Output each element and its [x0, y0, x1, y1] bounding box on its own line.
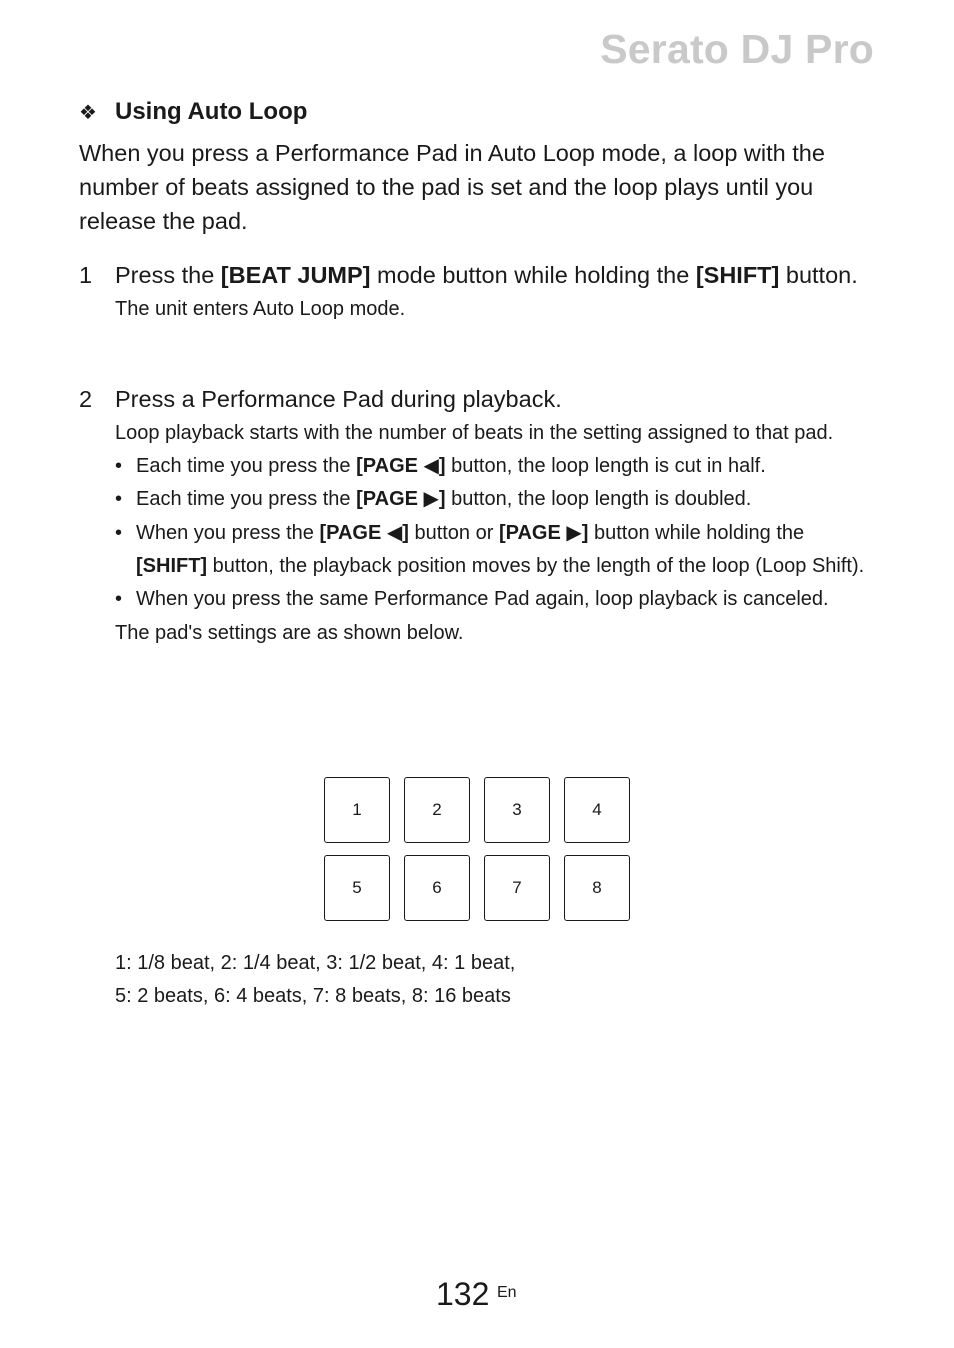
page-language: En	[497, 1284, 517, 1301]
bullet-text: button while holding the	[588, 521, 805, 544]
brand-title: Serato DJ Pro	[600, 26, 874, 72]
section-heading	[79, 98, 307, 126]
bullet-icon: •	[115, 588, 123, 611]
list-item	[115, 517, 879, 584]
bullet-list	[115, 450, 879, 616]
step-number: 1	[79, 262, 93, 288]
closing-note: The pad's settings are as shown below.	[115, 622, 464, 645]
step-title: Press a Performance Pad during playback.	[115, 386, 562, 412]
shift-button-ref: [SHIFT]	[695, 262, 780, 288]
page-left-button-ref: [PAGE ◀]	[319, 521, 409, 544]
step-2	[79, 382, 879, 650]
step-title-text: button.	[779, 262, 858, 288]
step-number: 2	[79, 386, 93, 412]
bullet-icon: •	[115, 455, 123, 477]
legend-line: 5: 2 beats, 6: 4 beats, 7: 8 beats, 8: 16 beats	[115, 985, 511, 1008]
bullet-text: button, the playback position moves by the length of the loop (Loop Shift).	[207, 554, 865, 577]
bullet-text: button or	[408, 521, 499, 544]
bullet-text: When you press the same Performance Pad again, loop playback is canceled.	[136, 588, 829, 611]
pad-6: 6	[404, 855, 470, 921]
pad-4: 4	[564, 777, 630, 843]
legend-line: 1: 1/8 beat, 2: 1/4 beat, 3: 1/2 beat, 4: 1 beat,	[115, 952, 516, 974]
page-number: 132	[436, 1276, 490, 1312]
bullet-text: Each time you press the	[136, 455, 357, 477]
step-note: The unit enters Auto Loop mode.	[115, 298, 406, 320]
list-item	[115, 483, 879, 516]
bullet-text: When you press the	[136, 521, 320, 544]
intro-paragraph: When you press a Performance Pad in Auto Loop mode, a loop with the number of beats assigned to the pad is set and the loop plays until you release the pad.	[79, 140, 825, 234]
pad-8: 8	[564, 855, 630, 921]
page-left-button-ref: [PAGE ◀]	[356, 455, 446, 477]
page-right-button-ref: [PAGE ▶]	[498, 521, 589, 544]
bullet-icon: •	[115, 488, 123, 511]
beat-jump-button-ref: [BEAT JUMP]	[220, 262, 371, 288]
bullet-icon: •	[115, 521, 123, 544]
list-item	[115, 450, 879, 483]
bullet-text: Each time you press the	[136, 488, 357, 511]
pad-2: 2	[404, 777, 470, 843]
diamond-bullet-icon: ❖	[79, 101, 97, 124]
pad-legend	[115, 947, 515, 1014]
page-right-button-ref: [PAGE ▶]	[356, 488, 446, 511]
list-item	[115, 583, 879, 616]
step-note: Loop playback starts with the number of beats in the setting assigned to that pad.	[115, 422, 834, 444]
step-title-text: Press the	[115, 262, 221, 288]
step-title	[115, 258, 879, 292]
step-title-text: mode button while holding the	[370, 262, 696, 288]
bullet-text: button, the loop length is cut in half.	[445, 455, 766, 477]
section-heading-text: Using Auto Loop	[115, 98, 308, 125]
pad-5: 5	[324, 855, 390, 921]
shift-button-ref: [SHIFT]	[136, 554, 208, 577]
bullet-text: button, the loop length is doubled.	[445, 488, 752, 511]
pad-grid	[324, 777, 630, 921]
step-1	[79, 258, 879, 326]
pad-1: 1	[324, 777, 390, 843]
pad-7: 7	[484, 855, 550, 921]
pad-3: 3	[484, 777, 550, 843]
